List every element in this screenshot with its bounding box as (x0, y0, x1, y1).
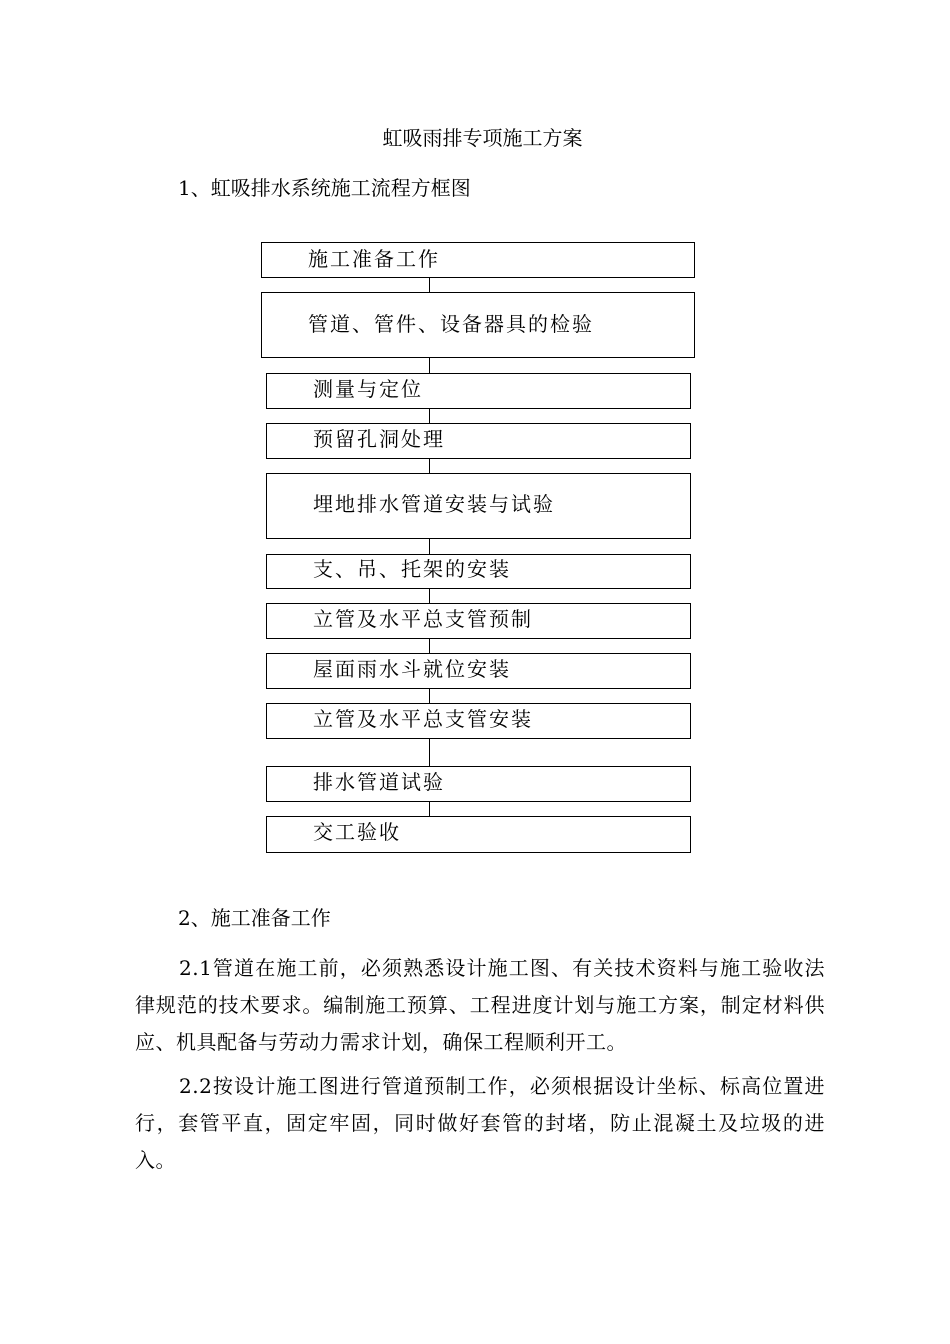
flowchart-step-label: 交工验收 (313, 820, 401, 844)
flowchart-step-label: 管道、管件、设备器具的检验 (308, 312, 594, 336)
flowchart-step-10 (266, 766, 691, 802)
flowchart-step-label: 支、吊、托架的安装 (313, 557, 511, 581)
flowchart-step-7 (266, 603, 691, 639)
flowchart-step-label: 屋面雨水斗就位安装 (313, 657, 511, 681)
flowchart-step-11 (266, 816, 691, 853)
flowchart-step-1 (261, 242, 695, 278)
document-title: 虹吸雨排专项施工方案 (382, 126, 583, 150)
flowchart-step-2 (261, 292, 695, 358)
flowchart-step-label: 排水管道试验 (313, 770, 445, 794)
flowchart-connector (429, 737, 430, 768)
flowchart-step-label: 测量与定位 (313, 377, 423, 401)
flowchart-step-label: 立管及水平总支管预制 (313, 607, 533, 631)
flowchart-connector (429, 356, 430, 374)
flowchart-step-6 (266, 554, 691, 589)
paragraph-2-2: 2.2按设计施工图进行管道预制工作，必须根据设计坐标、标高位置进行，套管平直，固定牢固，同时做好套管的封堵，防止混凝土及垃圾的进入。 (135, 1074, 825, 1172)
flowchart-step-3 (266, 373, 691, 409)
flowchart-step-label: 立管及水平总支管安装 (313, 707, 533, 731)
section2-heading: 2、施工准备工作 (178, 906, 331, 930)
flowchart-step-5 (266, 473, 691, 539)
flowchart-step-4 (266, 423, 691, 459)
flowchart-step-label: 施工准备工作 (308, 247, 440, 271)
flowchart-step-label: 预留孔洞处理 (313, 427, 445, 451)
flowchart-step-label: 埋地排水管道安装与试验 (313, 492, 555, 516)
flowchart-step-9 (266, 703, 691, 739)
paragraph-2-1: 2.1管道在施工前，必须熟悉设计施工图、有关技术资料与施工验收法律规范的技术要求。编制施工预算、工程进度计划与施工方案，制定材料供应、机具配备与劳动力需求计划，确保工程顺利开工。 (135, 956, 825, 1054)
flowchart-step-8 (266, 653, 691, 689)
section1-heading: 1、虹吸排水系统施工流程方框图 (178, 176, 471, 200)
